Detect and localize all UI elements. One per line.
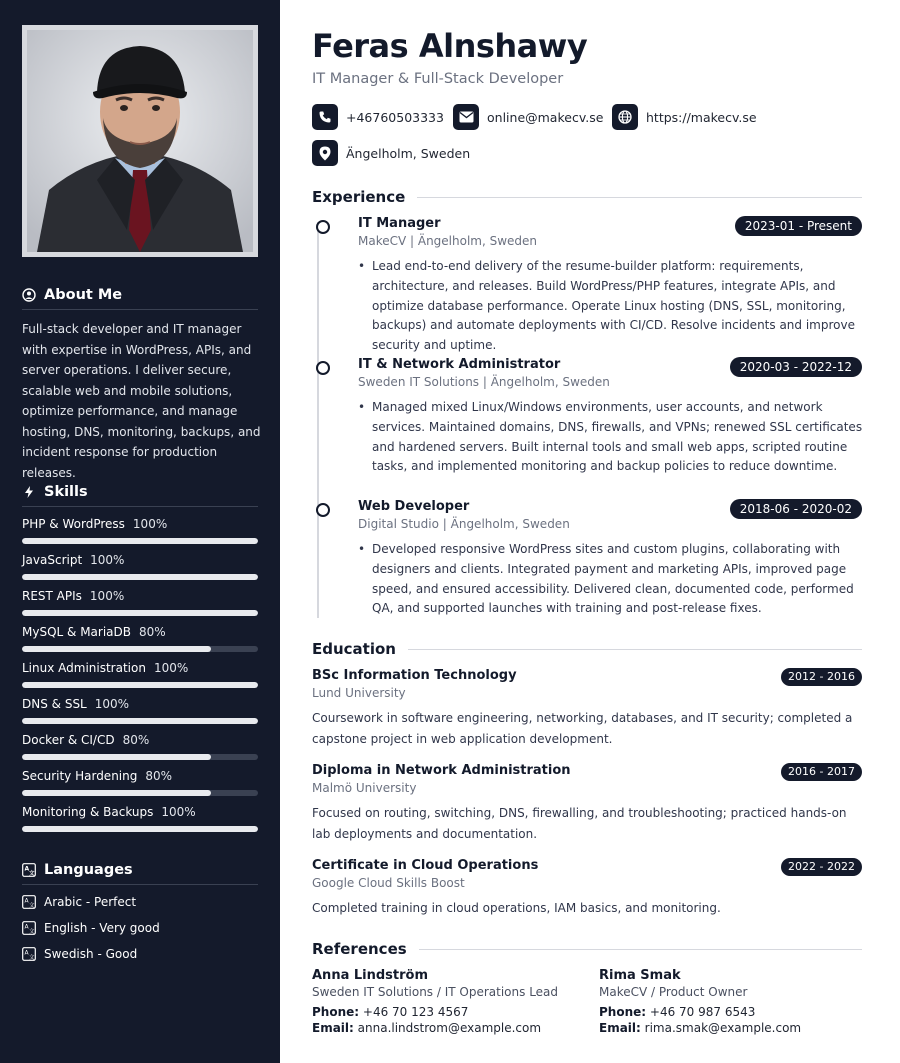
skill-name: Linux Administration [22,661,146,675]
skill-percent: 80% [139,625,166,639]
skill-bar [22,646,258,652]
skill-bar-fill [22,610,258,616]
translate-icon [22,863,36,877]
skill-item [22,696,258,732]
skill-item [22,516,258,552]
language-item [22,920,160,936]
skill-item [22,768,258,804]
reference-role: Sweden IT Solutions / IT Operations Lead [312,985,559,999]
skill-bar-fill [22,718,258,724]
education-school: Malmö University [312,781,417,795]
bolt-icon [22,485,36,499]
skill-bar-fill [22,790,211,796]
skill-name: DNS & SSL [22,697,87,711]
experience-heading-label: Experience [312,188,406,206]
job-company: Sweden IT Solutions | Ängelholm, Sweden [358,375,610,389]
skill-percent: 100% [132,517,168,531]
skill-percent: 80% [122,733,150,747]
phone-label: Phone: [312,1005,360,1019]
skill-item [22,804,258,840]
timeline-dot [316,361,330,375]
location-text: Ängelholm, Sweden [346,145,471,161]
job-title: IT & Network Administrator [358,357,561,372]
email-text: online@makecv.se [487,109,604,125]
skill-percent: 80% [145,769,173,783]
page-title: Feras Alnshawy [312,27,588,65]
education-school: Lund University [312,686,406,700]
references-heading-label: References [312,940,407,958]
skill-bar-fill [22,754,211,760]
portrait-image [27,30,253,252]
timeline-line [317,222,319,618]
job-description: • Managed mixed Linux/Windows environments, user accounts, and network services. Maintained domains, DNS, firewalls, and VPNs; renewed SSL certificates and hardened servers. Built internal tools and small web apps, scripted routine tasks, and implemented monitoring and backup policies to reduce downtime. [358,398,864,477]
job-role-subtitle: IT Manager & Full-Stack Developer [312,71,564,87]
education-title: BSc Information Technology [312,668,517,683]
skill-item [22,624,258,660]
date-badge: 2018-06 - 2020-02 [730,499,862,519]
skill-bar [22,574,258,580]
skill-bar-fill [22,574,258,580]
skill-percent: 100% [161,805,196,819]
education-heading [312,640,862,658]
language-label: Swedish - Good [44,947,138,961]
reference-phone-value: +46 70 987 6543 [649,1005,756,1019]
phone-text: +46760503333 [346,109,444,125]
timeline-dot [316,503,330,517]
education-title: Certificate in Cloud Operations [312,858,539,873]
job-description: • Developed responsive WordPress sites and custom plugins, collaborating with designers and clients. Integrated payment and marketing APIs, improved page speed, and ensured accessibility. Delivered clean, documented code, performed QA, and supported launches with training and post-release fixes. [358,540,864,619]
contact-website[interactable] [612,104,757,130]
reference-phone [312,1005,468,1019]
reference-email-value: anna.lindstrom@example.com [357,1021,542,1035]
date-badge: 2023-01 - Present [735,216,862,236]
skill-bar-fill [22,538,258,544]
skill-percent: 100% [94,697,130,711]
email-label: Email: [599,1021,641,1035]
skill-name: Docker & CI/CD [22,733,115,747]
skill-name: JavaScript [22,553,83,567]
about-heading [22,287,258,310]
job-description: • Lead end-to-end delivery of the resume-builder platform: requirements, architecture, and releases. Build WordPress/PHP features, integrate APIs, and optimize database performance. Operate Linux hosting (DNS, SSL, monitoring, backups) and automate deployments with CI/CD. Resolve incidents and improve security and uptime. [358,257,864,356]
mail-icon [453,104,479,130]
job-title: Web Developer [358,499,470,514]
svg-text:A: A [24,923,29,931]
education-description: Focused on routing, switching, DNS, firewalling, and troubleshooting; practiced hands-on lab deployments and documentation. [312,806,847,841]
translate-icon [22,947,36,961]
date-badge: 2012 - 2016 [781,668,862,686]
skill-percent: 100% [153,661,189,675]
about-heading-label: About Me [44,287,123,303]
reference-name: Rima Smak [599,968,681,983]
skill-bar [22,610,258,616]
reference-role: MakeCV / Product Owner [599,985,748,999]
skill-bar [22,826,258,832]
skill-bar-fill [22,826,258,832]
website-text: https://makecv.se [646,109,757,125]
skill-name: MySQL & MariaDB [22,625,131,639]
reference-phone [599,1005,755,1019]
language-label: Arabic - Perfect [44,895,137,909]
map-pin-icon [312,140,338,166]
language-item [22,946,137,962]
skill-bar [22,718,258,724]
experience-heading [312,188,862,206]
education-title: Diploma in Network Administration [312,763,571,778]
skill-item [22,732,258,768]
skill-name: PHP & WordPress [22,517,125,531]
skill-name: Security Hardening [22,769,138,783]
timeline-dot [316,220,330,234]
skill-name: Monitoring & Backups [22,805,154,819]
date-badge: 2022 - 2022 [781,858,862,876]
skill-item [22,552,258,588]
svg-text:文: 文 [29,871,35,877]
skills-heading-label: Skills [44,484,88,500]
skills-heading [22,484,258,507]
about-text: Full-stack developer and IT manager with expertise in WordPress, APIs, and server operations. I deliver secure, scalable web and mobile solutions, optimize performance, and manage hosting, DNS, monitoring, backups, and incident response for production releases. [22,322,261,480]
education-heading-label: Education [312,640,396,658]
languages-heading-label: Languages [44,862,133,878]
translate-icon [22,895,36,909]
date-badge: 2016 - 2017 [781,763,862,781]
skill-percent: 100% [90,553,125,567]
skill-bar [22,754,258,760]
language-label: English - Very good [44,921,160,935]
translate-icon [22,921,36,935]
reference-email[interactable] [312,1021,541,1035]
date-badge: 2020-03 - 2022-12 [730,357,862,377]
email-label: Email: [312,1021,354,1035]
phone-label: Phone: [599,1005,647,1019]
reference-name: Anna Lindström [312,968,429,983]
reference-email[interactable] [599,1021,801,1035]
skill-bar [22,790,258,796]
job-title: IT Manager [358,216,441,231]
phone-icon [312,104,338,130]
skill-bar [22,682,258,688]
skill-bar [22,538,258,544]
contact-email[interactable] [453,104,603,130]
svg-text:A: A [24,897,29,905]
reference-phone-value: +46 70 123 4567 [362,1005,469,1019]
profile-photo [22,25,258,257]
skill-item [22,588,258,624]
references-heading [312,940,862,958]
svg-text:A: A [24,949,29,957]
job-company: MakeCV | Ängelholm, Sweden [358,234,538,248]
skill-bar-fill [22,646,211,652]
education-description: Completed training in cloud operations, IAM basics, and monitoring. [312,901,721,915]
user-circle-icon [22,288,36,302]
contact-phone[interactable] [312,104,444,130]
svg-text:文: 文 [29,955,35,961]
education-description: Coursework in software engineering, networking, databases, and IT security; completed a capstone project in web application development. [312,711,853,746]
skill-item [22,660,258,696]
language-item [22,894,136,910]
skill-percent: 100% [89,589,125,603]
education-school: Google Cloud Skills Boost [312,876,465,890]
contact-location [312,140,470,166]
reference-email-value: rima.smak@example.com [644,1021,802,1035]
job-company: Digital Studio | Ängelholm, Sweden [358,517,570,531]
skill-bar-fill [22,682,258,688]
svg-text:文: 文 [29,929,35,935]
globe-icon [612,104,638,130]
languages-heading [22,862,258,885]
svg-text:A: A [24,865,30,873]
sidebar [0,0,280,1063]
skill-name: REST APIs [22,589,82,603]
svg-text:文: 文 [29,903,35,909]
